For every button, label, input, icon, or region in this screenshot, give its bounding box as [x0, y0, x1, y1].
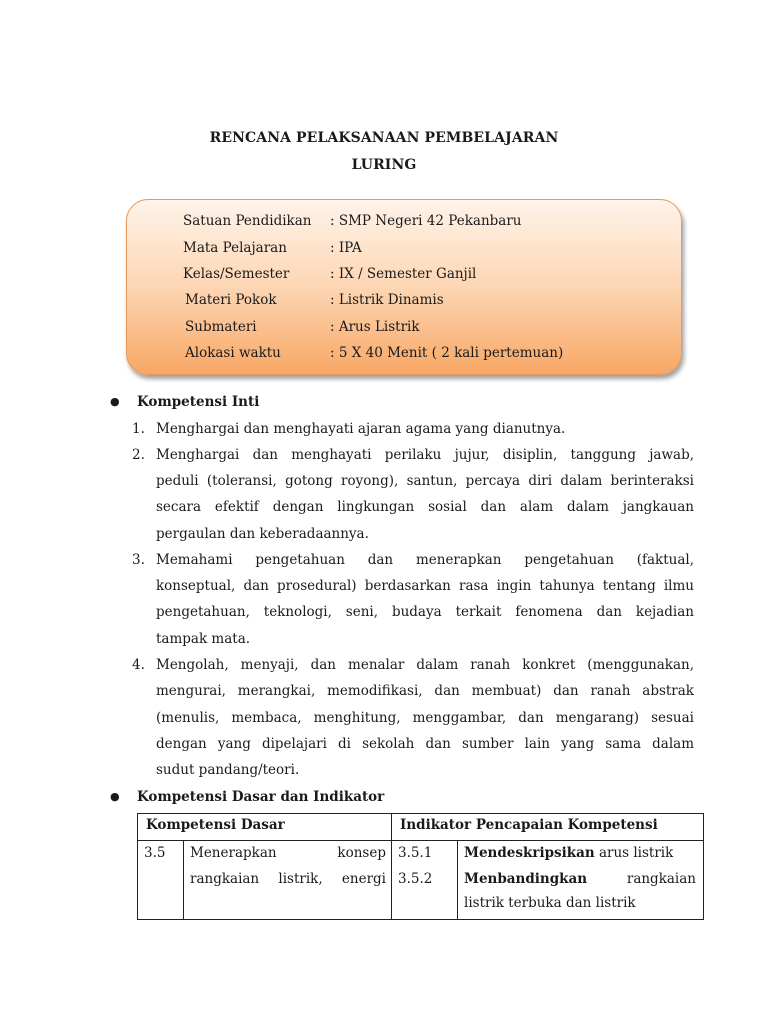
- info-value: : IPA: [330, 240, 362, 256]
- ipk-cell-content: [392, 841, 703, 919]
- document-title: RENCANA PELAKSANAAN PEMBELAJARAN: [209, 130, 559, 146]
- ipk-text: arus listrik: [594, 845, 674, 861]
- ipk-number: 3.5.2: [398, 871, 433, 887]
- cell-divider: [457, 841, 458, 919]
- kd-cell: [138, 841, 392, 920]
- list-item-line: tampak mata.: [156, 631, 251, 647]
- info-value: : 5 X 40 Menit ( 2 kali pertemuan): [330, 345, 564, 361]
- list-item-line: Mengolah, menyaji, dan menalar dalam ranah konkret (menggunakan,: [156, 657, 694, 673]
- identity-info-box: [126, 199, 682, 375]
- list-item-line: sudut pandang/teori.: [156, 762, 300, 778]
- header-label: Kompetensi Dasar: [146, 817, 285, 833]
- kd-cell-content: [138, 841, 391, 919]
- list-item-line: pergaulan dan keberadaannya.: [156, 526, 369, 542]
- info-label: Materi Pokok: [185, 292, 277, 308]
- bullet-icon: ●: [110, 395, 120, 408]
- bullet-icon: ●: [110, 790, 120, 803]
- list-number: 1.: [132, 421, 145, 437]
- list-number: 3.: [132, 552, 145, 568]
- list-item-line: Memahami pengetahuan dan menerapkan pengetahuan (faktual,: [156, 552, 694, 568]
- ipk-text-line: listrik terbuka dan listrik: [464, 895, 636, 911]
- list-number: 4.: [132, 657, 145, 673]
- ipk-number: 3.5.1: [398, 845, 433, 861]
- kd-indicator-table: [137, 813, 704, 920]
- info-value: : SMP Negeri 42 Pekanbaru: [330, 213, 522, 229]
- list-item-line: Menghargai dan menghayati perilaku jujur, disiplin, tanggung jawab,: [156, 447, 694, 463]
- list-item-line: peduli (toleransi, gotong royong), santun, percaya diri dalam berinteraksi: [156, 473, 694, 489]
- ipk-verb: Mendeskripsikan: [464, 845, 595, 861]
- ipk-verb: Menbandingkan: [464, 871, 588, 887]
- cell-divider: [183, 841, 184, 919]
- list-item-line: (menulis, membaca, menghitung, menggambar, dan mengarang) sesuai: [156, 710, 694, 726]
- table-header-kd: [138, 814, 392, 841]
- kd-number: 3.5: [144, 845, 166, 861]
- section-heading-ki: Kompetensi Inti: [137, 394, 260, 410]
- info-value: : Arus Listrik: [330, 319, 420, 335]
- list-item-line: Menghargai dan menghayati ajaran agama yang dianutnya.: [156, 421, 566, 437]
- list-number: 2.: [132, 447, 145, 463]
- header-label: Indikator Pencapaian Kompetensi: [400, 817, 658, 833]
- table-header-ipk: [392, 814, 704, 841]
- list-item-line: pengetahuan, teknologi, seni, budaya terkait fenomena dan kejadian: [156, 604, 694, 620]
- list-item-line: dengan yang dipelajari di sekolah dan sumber lain yang sama dalam: [156, 736, 694, 752]
- info-label: Alokasi waktu: [185, 345, 281, 361]
- ipk-text: rangkaian: [626, 871, 696, 887]
- ipk-text-line: [464, 845, 673, 861]
- info-value: : Listrik Dinamis: [330, 292, 444, 308]
- ipk-text-line: [464, 871, 696, 887]
- info-label: Submateri: [185, 319, 257, 335]
- list-item-line: mengurai, merangkai, memodifikasi, dan membuat) dan ranah abstrak: [156, 683, 694, 699]
- document-subtitle: LURING: [351, 157, 417, 173]
- section-heading-kd: Kompetensi Dasar dan Indikator: [137, 789, 385, 805]
- info-label: Satuan Pendidikan: [183, 213, 312, 229]
- list-item-line: konseptual, dan prosedural) berdasarkan rasa ingin tahunya tentang ilmu: [156, 578, 694, 594]
- ipk-cell: [392, 841, 704, 920]
- list-item-line: secara efektif dengan lingkungan sosial dan alam dalam jangkauan: [156, 499, 694, 515]
- info-value: : IX / Semester Ganjil: [330, 266, 477, 282]
- kd-text-line: Menerapkan konsep: [190, 845, 386, 861]
- info-label: Kelas/Semester: [183, 266, 290, 282]
- kd-text-line: rangkaian listrik, energi: [190, 871, 386, 887]
- info-label: Mata Pelajaran: [183, 240, 287, 256]
